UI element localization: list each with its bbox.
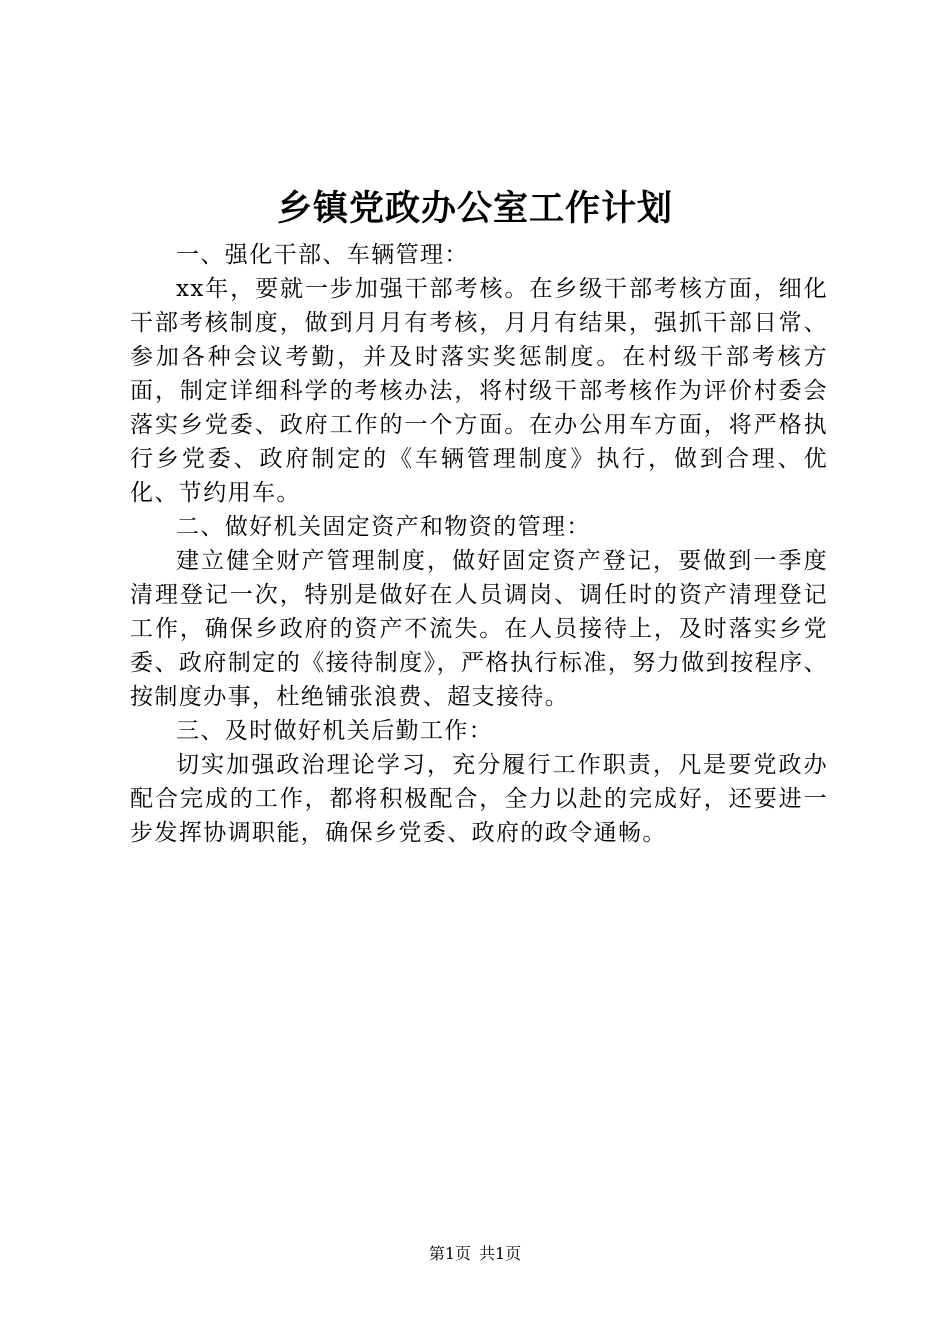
document-body [130,238,828,850]
section-heading-3: 三、及时做好机关后勤工作： [176,718,494,744]
body-paragraph-3: 切实加强政治理论学习，充分履行工作职责，凡是要党政办配合完成的工作，都将积极配合，全力以赴的完成好，还要进一步发挥协调职能，确保乡党委、政府的政令通畅。 [130,752,828,846]
page-total: 共1页 [479,1244,522,1263]
page-footer [0,1243,950,1265]
document-title: 乡镇党政办公室工作计划 [276,188,673,229]
section-heading-2: 二、做好机关固定资产和物资的管理： [176,514,591,540]
body-paragraph-2: 建立健全财产管理制度，做好固定资产登记，要做到一季度清理登记一次，特别是做好在人员调岗、调任时的资产清理登记工作，确保乡政府的资产不流失。在人员接待上，及时落实乡党委、政府制定的《接待制度》，严格执行标准，努力做到按程序、按制度办事，杜绝铺张浪费、超支接待。 [130,548,828,710]
page-number: 第1页 [428,1244,471,1263]
body-paragraph-1: xx年，要就一步加强干部考核。在乡级干部考核方面，细化干部考核制度，做到月月有考核，月月有结果，强抓干部日常、参加各种会议考勤，并及时落实奖惩制度。在村级干部考核方面，制定详细科学的考核办法，将村级干部考核作为评价村委会落实乡党委、政府工作的一个方面。在办公用车方面，将严格执行乡党委、政府制定的《车辆管理制度》执行，做到合理、优化、节约用车。 [130,276,828,506]
section-heading-1: 一、强化干部、车辆管理： [176,242,469,268]
